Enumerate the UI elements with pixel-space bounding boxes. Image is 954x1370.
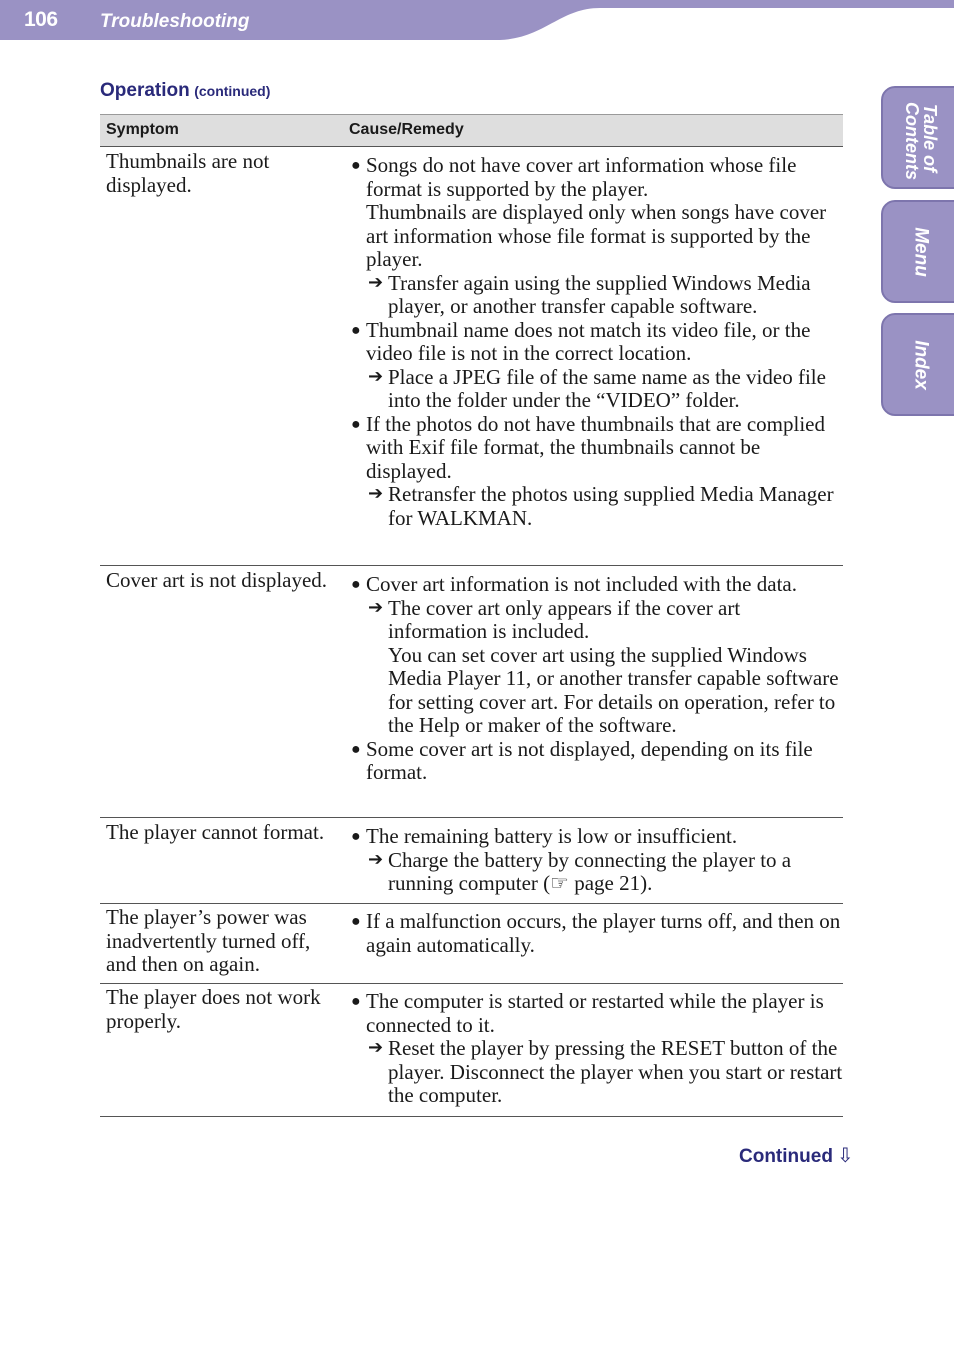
bullet-icon: ● — [351, 993, 361, 1010]
remedy-text: The cover art only appears if the cover art information is included. — [388, 595, 741, 643]
continued-link[interactable] — [739, 1143, 854, 1168]
cause-item — [349, 573, 843, 597]
arrow-right-icon: ➔ — [368, 483, 384, 504]
arrow-right-icon: ➔ — [368, 1037, 384, 1058]
remedy-item — [349, 597, 843, 644]
section-title-continued: (continued) — [194, 83, 271, 99]
page-header — [0, 0, 954, 42]
cause-item — [349, 413, 843, 484]
tab-index-label: Index — [910, 339, 932, 390]
cause-item — [349, 910, 843, 957]
bullet-icon: ● — [351, 740, 361, 758]
note-text-content: You can set cover art using the supplied Windows Media Player 11, or another transfer capable software for setting cover art. For details on operation, refer to the Help or maker of the software. — [388, 642, 839, 737]
header-title: Troubleshooting — [100, 11, 250, 32]
tab-menu[interactable] — [881, 200, 954, 303]
arrow-right-icon: ➔ — [368, 848, 384, 870]
continued-label: Continued — [739, 1146, 833, 1167]
remedy-item — [349, 1037, 843, 1108]
tab-menu-label: Menu — [910, 226, 932, 277]
tab-toc-label: Table of Contents — [902, 101, 940, 180]
table-row — [100, 904, 843, 984]
arrow-right-icon: ➔ — [368, 596, 384, 618]
symptom-cell: Thumbnails are not displayed. — [106, 149, 270, 197]
bullet-icon: ● — [351, 415, 361, 433]
arrow-down-icon: ⇩ — [836, 1143, 854, 1167]
cause-text: The computer is started or restarted while the player is connected to it. — [366, 989, 824, 1037]
note-text — [349, 201, 843, 272]
tab-index[interactable] — [881, 313, 954, 416]
remedy-text: Place a JPEG file of the same name as the video file into the folder under the “VIDEO” folder. — [388, 364, 826, 412]
note-text-content: Thumbnails are displayed only when songs have cover art information whose file format is supported by the player. — [366, 200, 827, 271]
symptom-cell: The player’s power was inadvertently turned off, and then on again. — [106, 905, 311, 976]
troubleshooting-table — [100, 114, 843, 1117]
cause-item — [349, 154, 843, 201]
table-row — [100, 984, 843, 1117]
arrow-right-icon: ➔ — [368, 365, 384, 387]
remedy-item — [349, 483, 843, 530]
bullet-icon: ● — [351, 576, 361, 593]
remedy-item — [349, 272, 843, 319]
cause-text: If the photos do not have thumbnails that are complied with Exif file format, the thumbnails cannot be displayed. — [366, 411, 825, 483]
note-text — [349, 644, 843, 738]
bullet-icon: ● — [351, 157, 361, 174]
remedy-text: Retransfer the photos using supplied Media Manager for WALKMAN. — [388, 482, 834, 530]
cause-remedy-cell — [349, 984, 843, 1108]
table-header — [100, 114, 843, 147]
section-title-main: Operation — [100, 80, 190, 101]
cause-text: If a malfunction occurs, the player turns off, and then on again automatically. — [366, 909, 841, 957]
cause-text: Songs do not have cover art information whose file format is supported by the player. — [366, 153, 797, 201]
cause-text: Thumbnail name does not match its video file, or the video file is not in the correct location. — [366, 317, 811, 365]
bullet-icon: ● — [351, 321, 361, 339]
remedy-text: Reset the player by pressing the RESET button of the player. Disconnect the player when you start or restart the computer. — [388, 1036, 843, 1107]
cause-item — [349, 825, 843, 849]
page-number: 106 — [24, 8, 58, 31]
bullet-icon: ● — [351, 828, 361, 845]
cause-remedy-cell — [349, 147, 843, 530]
remedy-item — [349, 366, 843, 413]
symptom-cell: The player does not work properly. — [106, 985, 321, 1033]
table-row — [100, 566, 843, 818]
cause-text: The remaining battery is low or insufficient. — [366, 824, 738, 848]
bullet-icon: ● — [351, 913, 361, 930]
remedy-item — [349, 849, 843, 896]
table-row — [100, 147, 843, 566]
cause-remedy-cell — [349, 566, 843, 785]
cause-item — [349, 738, 843, 785]
symptom-cell: The player cannot format. — [106, 820, 325, 844]
cause-item — [349, 990, 843, 1037]
cause-text: Some cover art is not displayed, depending on its file format. — [366, 736, 813, 784]
remedy-text: Charge the battery by connecting the player to a running computer (☞ page 21). — [388, 847, 792, 895]
cause-remedy-cell — [349, 818, 843, 896]
section-title — [100, 80, 270, 102]
symptom-cell: Cover art is not displayed. — [106, 568, 328, 592]
header-cause-remedy: Cause/Remedy — [349, 121, 464, 138]
cause-text: Cover art information is not included with the data. — [366, 572, 797, 596]
arrow-right-icon: ➔ — [368, 271, 384, 293]
table-row — [100, 818, 843, 904]
tab-table-of-contents[interactable] — [881, 86, 954, 189]
cause-item — [349, 319, 843, 366]
cause-remedy-cell — [349, 904, 843, 957]
table-body — [100, 147, 843, 1117]
header-symptom: Symptom — [106, 121, 179, 138]
remedy-text: Transfer again using the supplied Windows Media player, or another transfer capable software. — [388, 270, 811, 318]
